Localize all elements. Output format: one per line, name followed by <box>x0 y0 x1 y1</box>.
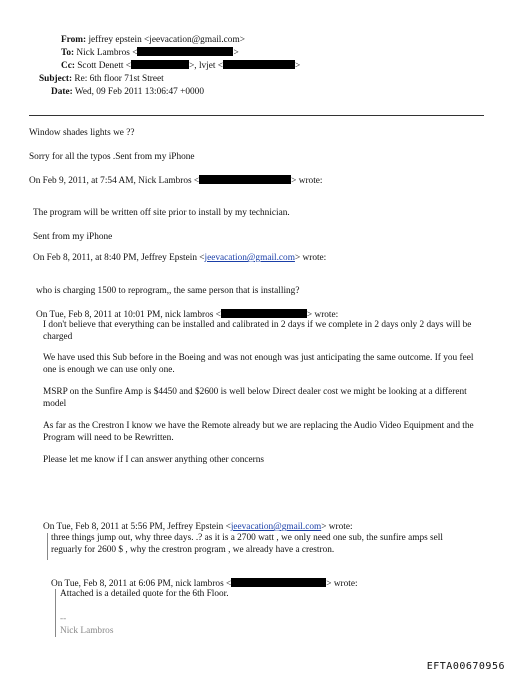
quote-text: Sent from my iPhone <box>33 232 113 242</box>
redaction-box <box>131 60 189 69</box>
quote-paragraph: MSRP on the Sunfire Amp is $4450 and $2600 is well below Direct dealer cost we might be looking at a different model <box>43 387 467 409</box>
header-divider <box>29 115 484 116</box>
quote-paragraph: I don't believe that everything can be installed and calibrated in 2 days if we complete in 2 days only 2 days will be charged <box>43 320 472 342</box>
attribution-text: On Tue, Feb 8, 2011 at 10:01 PM, nick lambros < <box>36 310 221 320</box>
subject-row <box>39 73 164 85</box>
redaction-box <box>223 60 295 69</box>
quote-paragraph: We have used this Sub before in the Boeing and was not enough was just anticipating the same outcome. If you feel one is enough we can use only one. <box>43 353 474 375</box>
to-label: To: <box>61 48 75 58</box>
cc-value: Scott Denett < <box>77 61 132 71</box>
message-line: Window shades lights we ?? <box>29 128 135 138</box>
quote-attribution <box>43 522 353 532</box>
quote-bar <box>47 533 48 560</box>
quote-attribution <box>33 253 326 263</box>
attribution-wrote: > wrote: <box>326 579 358 589</box>
quote-text: who is charging 1500 to reprogram,, the same person that is installing? <box>36 286 300 296</box>
email-link[interactable]: jeevacation@gmail.com <box>230 522 322 532</box>
signature-name: Nick Lambros <box>60 626 114 636</box>
redaction-box <box>221 309 307 318</box>
email-link[interactable]: jeevacation@gmail.com <box>204 253 295 263</box>
date-label: Date: <box>51 87 73 97</box>
cc-close: > <box>295 61 301 71</box>
to-row <box>61 47 239 59</box>
attribution-text: On Tue, Feb 8, 2011 at 6:06 PM, nick lambros < <box>51 579 232 589</box>
quote-attribution <box>36 309 338 320</box>
signature-dashes: -- <box>60 614 67 624</box>
redaction-box <box>137 47 233 56</box>
attribution-text: On Tue, Feb 8, 2011 at 5:56 PM, Jeffrey Epstein < <box>43 522 231 532</box>
attribution-wrote: > wrote: <box>291 176 323 186</box>
subject-label: Subject: <box>39 74 73 84</box>
quote-attribution <box>51 578 358 589</box>
date-row <box>51 86 204 98</box>
to-close: > <box>233 48 239 58</box>
quote-paragraph: As far as the Crestron I know we have the Remote already but we are replacing the Audio Video Equipment and the Program will need to be Rewritten. <box>43 421 474 443</box>
message-line: Sorry for all the typos .Sent from my iPhone <box>29 152 195 162</box>
attribution-wrote: > wrote: <box>306 310 339 320</box>
cc-row <box>61 60 300 72</box>
quote-attribution <box>29 175 323 186</box>
quote-bar <box>55 589 56 637</box>
redaction-box <box>199 175 291 184</box>
date-value: Wed, 09 Feb 2011 13:06:47 +0000 <box>74 87 204 97</box>
quote-text: Attached is a detailed quote for the 6th Floor. <box>60 589 229 599</box>
quote-text: The program will be written off site prior to install by my technician. <box>33 208 290 218</box>
cc-mid: >, lvjet < <box>189 61 224 71</box>
quote-text: three things jump out, why three days. .? as it is a 2700 watt , we only need one sub, the sunfire amps sell reguarly for 2600 $ , why the crestron program , we already have a crestron. <box>51 533 443 555</box>
from-value: jeffrey epstein <jeevacation@gmail.com> <box>88 35 245 45</box>
subject-value: Re: 6th floor 71st Street <box>74 74 164 84</box>
attribution-text: On Feb 9, 2011, at 7:54 AM, Nick Lambros < <box>29 176 200 186</box>
quote-paragraph: Please let me know if I can answer anything other concerns <box>43 455 264 465</box>
to-value: Nick Lambros < <box>76 48 138 58</box>
redaction-box <box>231 578 326 587</box>
attribution-wrote: > wrote: <box>294 253 327 263</box>
document-id: EFTA00670956 <box>426 661 505 672</box>
from-label: From: <box>61 35 87 45</box>
cc-label: Cc: <box>61 61 75 71</box>
from-row <box>61 34 245 46</box>
attribution-wrote: > wrote: <box>321 522 353 532</box>
attribution-text: On Feb 8, 2011, at 8:40 PM, Jeffrey Epstein < <box>33 253 205 263</box>
